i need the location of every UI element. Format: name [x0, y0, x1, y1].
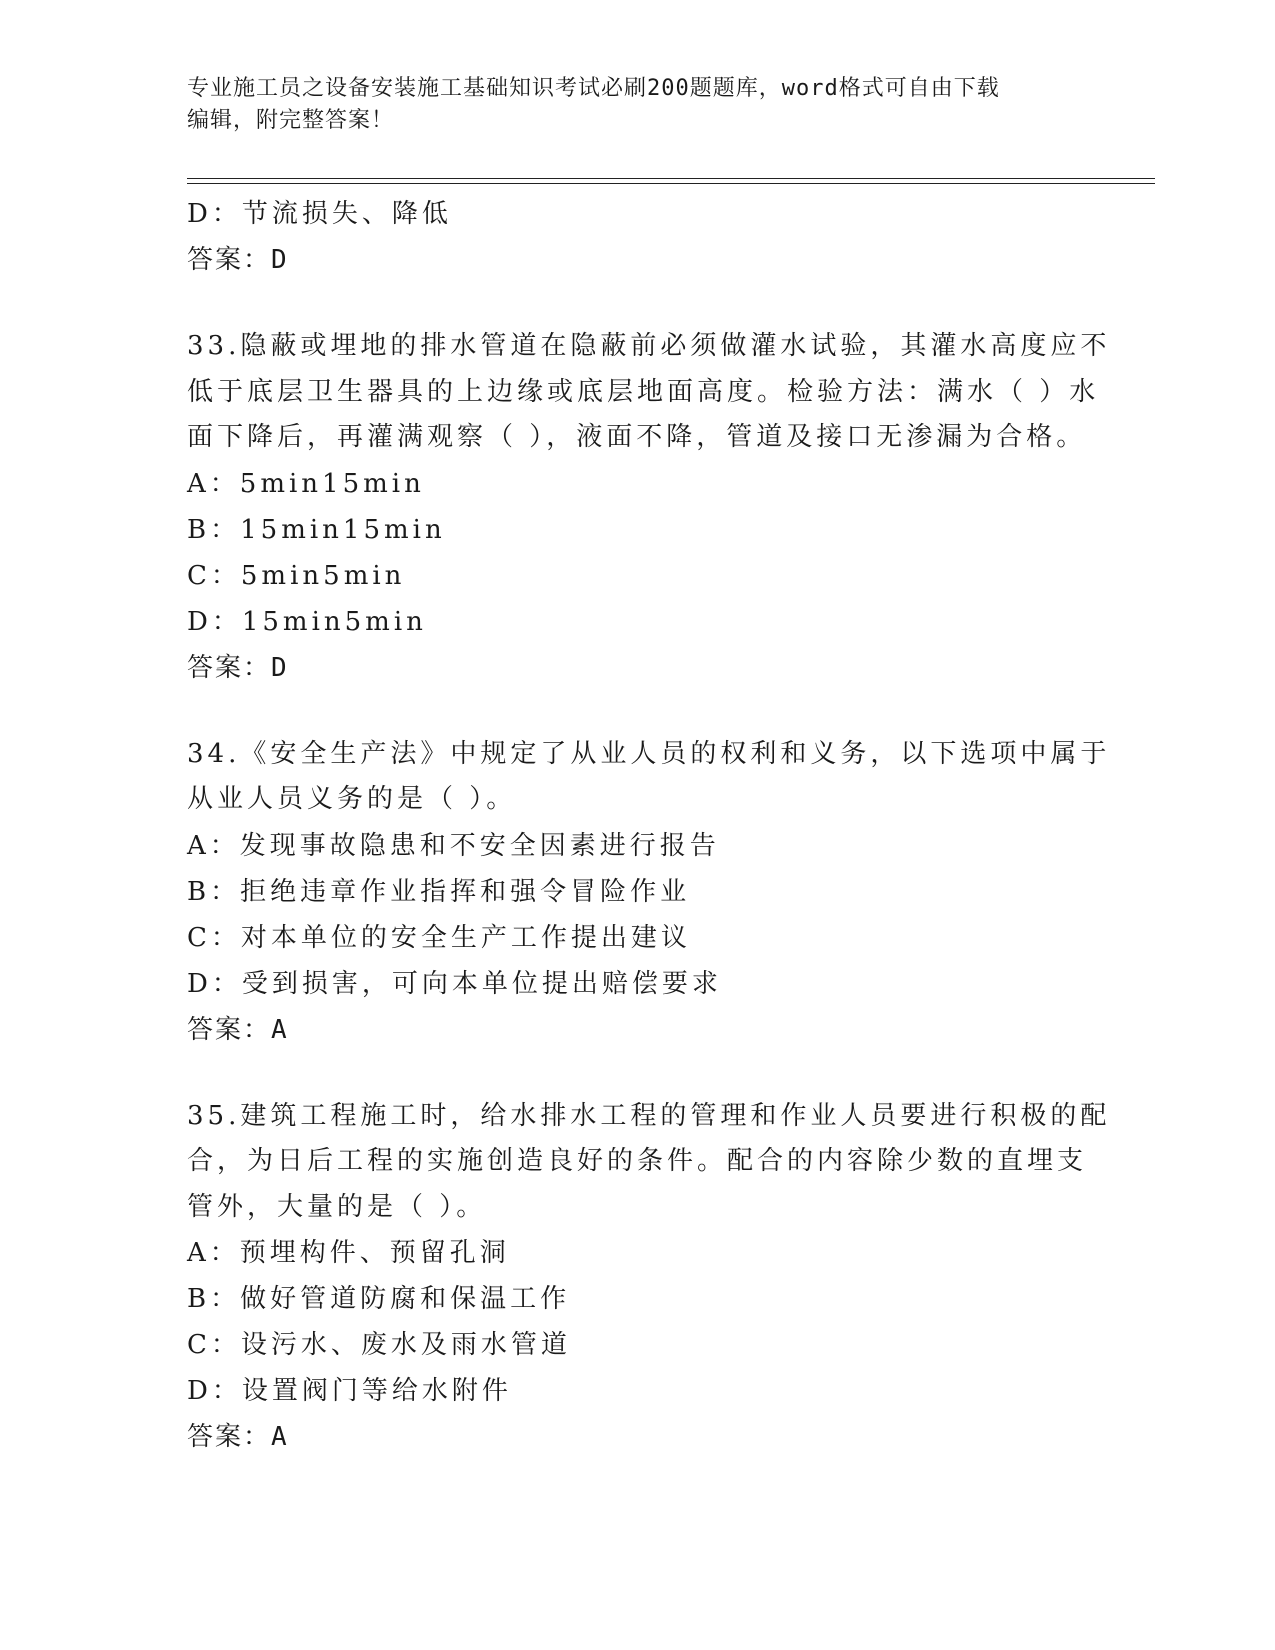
option-c: C：5min5min: [187, 560, 406, 591]
question-34: [187, 732, 1111, 1053]
stem-line: 管外，大量的是（ ）。: [187, 1191, 487, 1222]
answer-line: [187, 645, 1087, 691]
question-stem: [187, 324, 1111, 461]
question-35: [187, 1094, 1111, 1461]
answer-label: 答案：: [187, 652, 272, 683]
option-d: D：设置阀门等给水附件: [187, 1376, 512, 1406]
stem-line: 低于底层卫生器具的上边缘或底层地面高度。检验方法：满水（ ）水: [187, 376, 1100, 407]
answer-line: [187, 1007, 1087, 1053]
spacer: [187, 283, 1087, 324]
spacer: [187, 1053, 1087, 1094]
option-d: D：15min5min: [187, 606, 427, 637]
spacer: [187, 691, 1087, 732]
answer-value: D: [271, 652, 289, 683]
question-32-tail: [187, 191, 1087, 283]
question-stem: [187, 1094, 1111, 1231]
option-c: C：设污水、废水及雨水管道: [187, 1330, 571, 1360]
option-b: B：做好管道防腐和保温工作: [187, 1284, 571, 1314]
header-divider-top: [187, 178, 1155, 179]
answer-value: A: [271, 1014, 289, 1045]
answer-line: [187, 237, 1087, 283]
question-stem: [187, 732, 1111, 823]
option-a: A：5min15min: [187, 468, 425, 499]
option-b: B：拒绝违章作业指挥和强令冒险作业: [187, 876, 691, 907]
answer-value: D: [271, 245, 289, 275]
option-a: A：发现事故隐患和不安全因素进行报告: [187, 830, 720, 861]
option-a: A：预埋构件、预留孔洞: [187, 1238, 510, 1268]
document-header: [187, 73, 1067, 137]
option-c: C：对本单位的安全生产工作提出建议: [187, 922, 691, 953]
answer-label: 答案：: [187, 245, 272, 275]
answer-line: [187, 1414, 1087, 1460]
answer-value: A: [271, 1422, 289, 1452]
option-d: D：节流损失、降低: [187, 199, 452, 229]
header-title-line-1: 专业施工员之设备安装施工基础知识考试必刷200题题库，word格式可自由下载: [187, 76, 1000, 101]
question-list: [187, 191, 1111, 1460]
option-d: D：受到损害，可向本单位提出赔偿要求: [187, 968, 722, 999]
header-divider-bottom: [187, 183, 1155, 184]
question-33: [187, 324, 1111, 691]
answer-label: 答案：: [187, 1422, 272, 1452]
stem-line: 面下降后，再灌满观察（ ），液面不降，管道及接口无渗漏为合格。: [187, 422, 1087, 452]
header-title-line-2: 编辑，附完整答案！: [187, 108, 395, 133]
stem-line: 合，为日后工程的实施创造良好的条件。配合的内容除少数的直埋支: [187, 1146, 1088, 1176]
stem-line: 34.《安全生产法》中规定了从业人员的权利和义务，以下选项中属于: [187, 738, 1111, 769]
answer-label: 答案：: [187, 1014, 272, 1045]
stem-line: 从业人员义务的是（ ）。: [187, 784, 517, 814]
stem-line: 35.建筑工程施工时，给水排水工程的管理和作业人员要进行积极的配: [187, 1100, 1111, 1131]
stem-line: 33.隐蔽或埋地的排水管道在隐蔽前必须做灌水试验，其灌水高度应不: [187, 331, 1111, 361]
option-b: B：15min15min: [187, 514, 446, 545]
